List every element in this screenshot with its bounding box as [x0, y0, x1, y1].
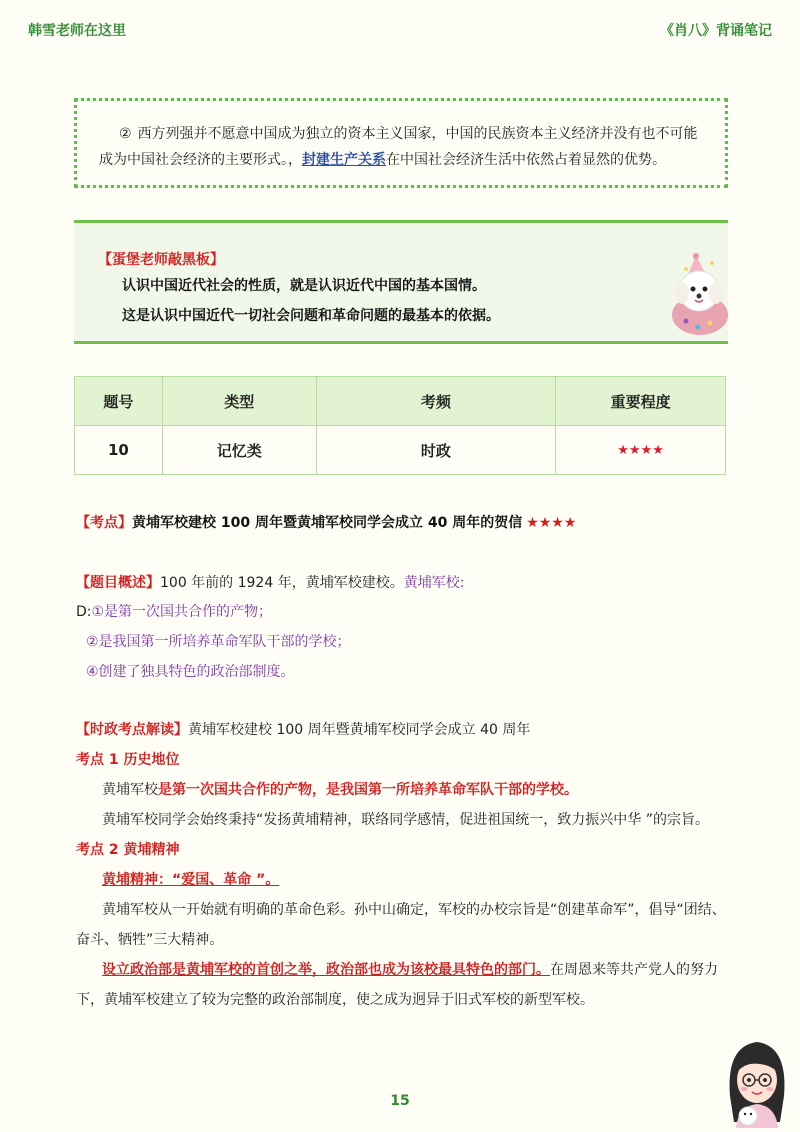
overview-subject: 黄埔军校:: [403, 575, 465, 591]
blackboard-line-2: 这是认识中国近代一切社会问题和革命问题的最基本的依据。: [122, 308, 500, 324]
table-cell-importance: ★★★★: [556, 426, 726, 475]
dog-mascot-icon: [666, 253, 736, 337]
table-cell-frequency: 时政: [316, 426, 556, 475]
note-text-after: 在中国社会经济生活中依然占着显然的优势。: [386, 152, 666, 168]
point2-spirit: 黄埔精神：“爱国、革命 ”。: [102, 872, 280, 888]
page-number: 15: [390, 1093, 410, 1109]
kaodian-line: [76, 512, 576, 532]
answer-prefix: D:: [76, 604, 92, 620]
table-row: [75, 426, 726, 475]
header-right-title: 《肖八》背诵笔记: [660, 23, 772, 39]
point2-p2-red: 设立政治部是黄埔军校的首创之举，政治部也成为该校最具特色的部门。: [102, 962, 550, 978]
note-number: ②: [119, 126, 132, 142]
point2-paragraph-2-line-1: [102, 959, 718, 979]
overview-line: [76, 572, 464, 592]
table-cell-number: 10: [75, 426, 163, 475]
blackboard-tag: 【蛋堡老师敲黑板】: [98, 252, 224, 268]
analysis-title: 黄埔军校建校 100 周年暨黄埔军校同学会成立 40 周年: [188, 722, 531, 738]
kaodian-text: 黄埔军校建校 100 周年暨黄埔军校同学会成立 40 周年的贺信: [132, 515, 523, 531]
kaodian-stars: ★★★★: [526, 515, 577, 531]
point2-paragraph-1-line-2: 奋斗、牺牲”三大精神。: [76, 932, 224, 948]
point1-p1-plain: 黄埔军校: [102, 782, 158, 798]
note-box: [74, 98, 728, 188]
note-highlight-term: 封建生产关系: [302, 152, 386, 168]
answer-item-3: ④创建了独具特色的政治部制度。: [86, 664, 295, 680]
table-header-cell: 重要程度: [556, 377, 726, 426]
point2-paragraph-2-line-2: 下，黄埔军校建立了较为完整的政治部制度，使之成为迥异于旧式军校的新型军校。: [76, 992, 594, 1008]
overview-text: 100 年前的 1924 年，黄埔军校建校。: [160, 575, 404, 591]
answer-item-1: [76, 601, 272, 621]
blackboard-line-1: 认识中国近代社会的性质，就是认识近代中国的基本国情。: [122, 278, 486, 294]
blackboard-box: [74, 220, 728, 344]
info-table: [74, 376, 726, 475]
point1-paragraph-2: 黄埔军校同学会始终秉持“发扬黄埔精神，联络同学感情，促进祖国统一，致力振兴中华 ”的宗旨。: [102, 812, 709, 828]
analysis-line: [76, 719, 530, 739]
point2-p2-rest: 在周恩来等共产党人的努力: [550, 962, 718, 978]
table-header-cell: 题号: [75, 377, 163, 426]
table-header-row: [75, 377, 726, 426]
point1-p1-red: 是第一次国共合作的产物，是我国第一所培养革命军队干部的学校。: [158, 782, 578, 798]
point2-heading: 考点 2 黄埔精神: [76, 842, 180, 858]
table-cell-type: 记忆类: [162, 426, 316, 475]
overview-tag: 【题目概述】: [76, 575, 160, 591]
point2-paragraph-1-line-1: 黄埔军校从一开始就有明确的革命色彩。孙中山确定，军校的办校宗旨是“创建革命军”，倡导“团结、: [102, 902, 726, 918]
point1-heading: 考点 1 历史地位: [76, 752, 180, 768]
kaodian-tag: 【考点】: [76, 515, 132, 531]
answer-item-2: ②是我国第一所培养革命军队干部的学校；: [86, 634, 351, 650]
table-header-cell: 考频: [316, 377, 556, 426]
table-header-cell: 类型: [162, 377, 316, 426]
header-left-title: 韩雪老师在这里: [28, 23, 126, 39]
answer-item-text: ①是第一次国共合作的产物；: [91, 604, 273, 620]
analysis-tag: 【时政考点解读】: [76, 722, 188, 738]
point1-paragraph-1: [102, 779, 578, 799]
note-text-before: 西方列强并不愿意中国成为独立的资本主义国家，中国的民族资本主义经济并没有也不可能成为中国社会经济的主要形式。，: [99, 126, 698, 168]
teacher-avatar-icon: [722, 1036, 792, 1128]
